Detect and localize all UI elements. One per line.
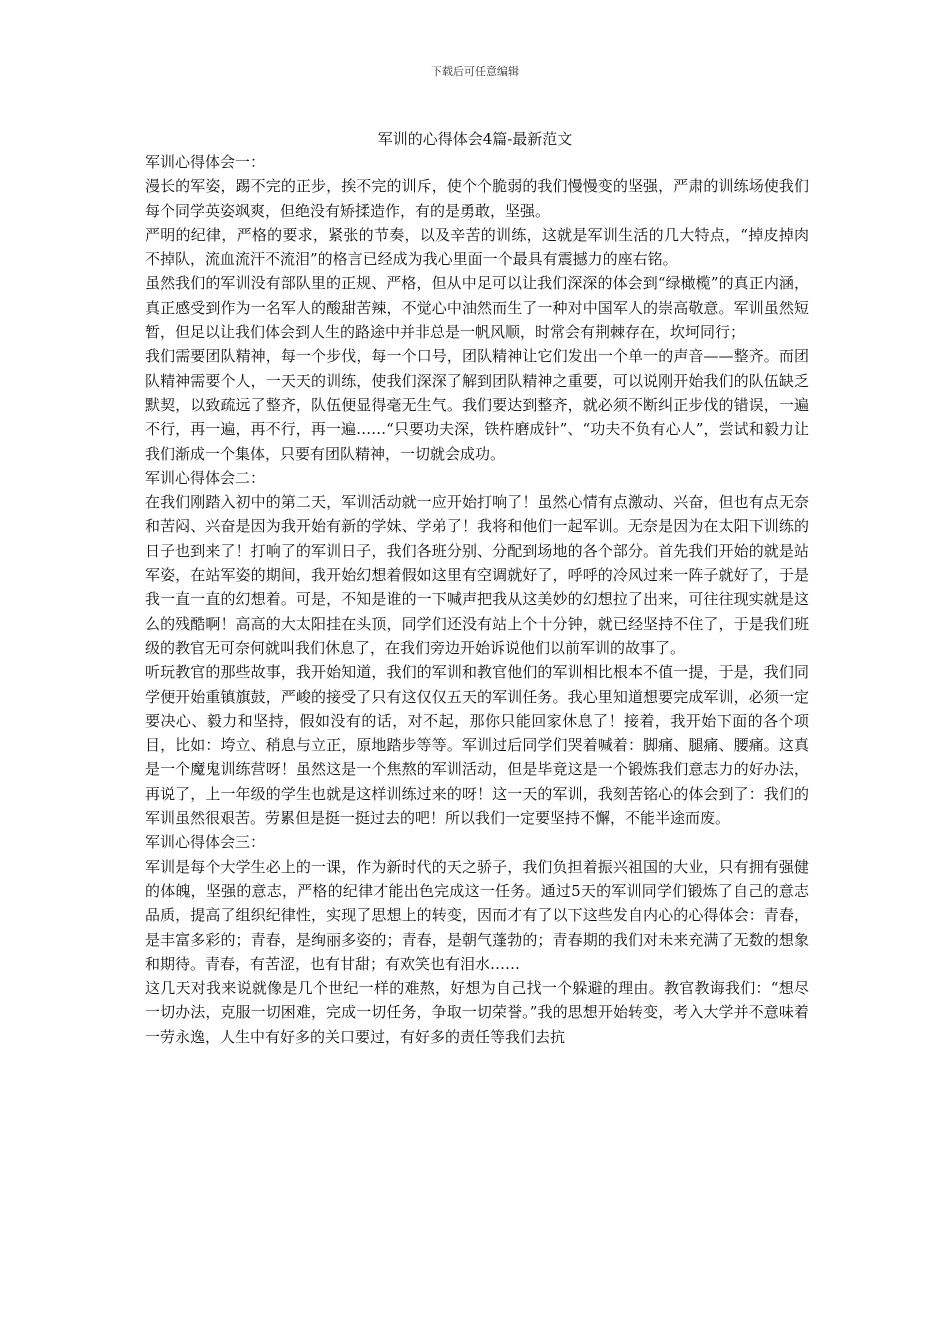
document-body [145,150,809,1049]
page-header: 下载后可任意编辑 [431,65,519,78]
paragraph: 严明的纪律，严格的要求，紧张的节奏，以及辛苦的训练，这就是军训生活的几大特点，“掉皮掉肉不掉队，流血流汗不流泪”的格言已经成为我心里面一个最具有震撼力的座右铭。 [145,225,809,269]
section-heading-2: 军训心得体会二： [145,468,266,487]
paragraph: 我们需要团队精神，每一个步伐，每一个口号，团队精神让它们发出一个单一的声音——整齐。而团队精神需要个人，一天天的训练，使我们深深了解到团队精神之重要，可以说刚开始我们的队伍缺乏默契，以致疏远了整齐，队伍便显得毫无生气。我们要达到整齐，就必须不断纠正步伐的错误，一遍不行，再一遍，再不行，再一遍……“只要功夫深，铁杵磨成针”、“功夫不负有心人”，尝试和毅力让我们渐成一个集体，只要有团队精神，一切就会成功。 [145,347,809,463]
section-heading-3: 军训心得体会三： [145,833,266,852]
paragraph: 这几天对我来说就像是几个世纪一样的难熬，好想为自己找一个躲避的理由。教官教诲我们：“想尽一切办法，克服一切困难，完成一切任务，争取一切荣誉。”我的思想开始转变，考入大学并不意味着一劳永逸，人生中有好多的关口要过，有好多的责任等我们去抗 [145,979,809,1046]
paragraph: 虽然我们的军训没有部队里的正规、严格，但从中足可以让我们深深的体会到“绿橄榄”的真正内涵，真正感受到作为一名军人的酸甜苦辣，不觉心中油然而生了一种对中国军人的崇高敬意。军训虽然短暂，但足以让我们体会到人生的路途中并非总是一帆风顺，时常会有荆棘存在，坎坷同行； [145,274,809,342]
paragraph: 听玩教官的那些故事，我开始知道，我们的军训和教官他们的军训相比根本不值一提，于是，我们同学便开始重镇旗鼓，严峻的接受了只有这仅仅五天的军训任务。我心里知道想要完成军训，必须一定要决心、毅力和坚持，假如没有的话，对不起，那你只能回家休息了！接着，我开始下面的各个项目，比如：垮立、稍息与立正，原地踏步等等。军训过后同学们哭着喊着：脚痛、腿痛、腰痛。这真是一个魔鬼训练营呀！虽然这是一个焦熬的军训活动，但是毕竟这是一个锻炼我们意志力的好办法，再说了，上一年级的学生也就是这样训练过来的呀！这一天的军训，我刻苦铭心的体会到了：我们的军训虽然很艰苦。劳累但是挺一挺过去的吧！所以我们一定要坚持不懈，不能半途而废。 [145,663,809,828]
paragraph: 军训是每个大学生必上的一课，作为新时代的天之骄子，我们负担着振兴祖国的大业，只有拥有强健的体魄，坚强的意志，严格的纪律才能出色完成这一任务。通过5天的军训同学们锻炼了自己的意志品质，提高了组织纪律性，实现了思想上的转变，因而才有了以下这些发自内心的心得体会：青春，是丰富多彩的；青春，是绚丽多姿的；青春，是朝气蓬勃的；青春期的我们对未来充满了无数的想象和期待。青春，有苦涩，也有甘甜；有欢笑也有泪水…… [145,857,809,973]
document-title: 军训的心得体会4篇-最新范文 [377,130,573,148]
section-heading-1: 军训心得体会一： [145,153,266,171]
paragraph: 漫长的军姿，踢不完的正步，挨不完的训斥，使个个脆弱的我们慢慢变的坚强，严肃的训练场使我们每个同学英姿飒爽，但绝没有矫揉造作，有的是勇敢，坚强。 [145,177,809,220]
paragraph: 在我们刚踏入初中的第二天，军训活动就一应开始打响了！虽然心情有点激动、兴奋，但也有点无奈和苦闷、兴奋是因为我开始有新的学妹、学弟了！我将和他们一起军训。无奈是因为在太阳下训练的日子也到来了！打响了的军训日子，我们各班分别、分配到场地的各个部分。首先我们开始的就是站军姿，在站军姿的期间，我开始幻想着假如这里有空调就好了，呼呼的冷风过来一阵子就好了，于是我一直一直的幻想着。可是，不知是谁的一下喊声把我从这美妙的幻想拉了出来，可往往现实就是这么的残酷啊！高高的大太阳挂在头顶，同学们还没有站上个十分钟，就已经坚持不住了，于是我们班级的教官无可奈何就叫我们休息了，在我们旁边开始诉说他们以前军训的故事了。 [145,493,809,657]
